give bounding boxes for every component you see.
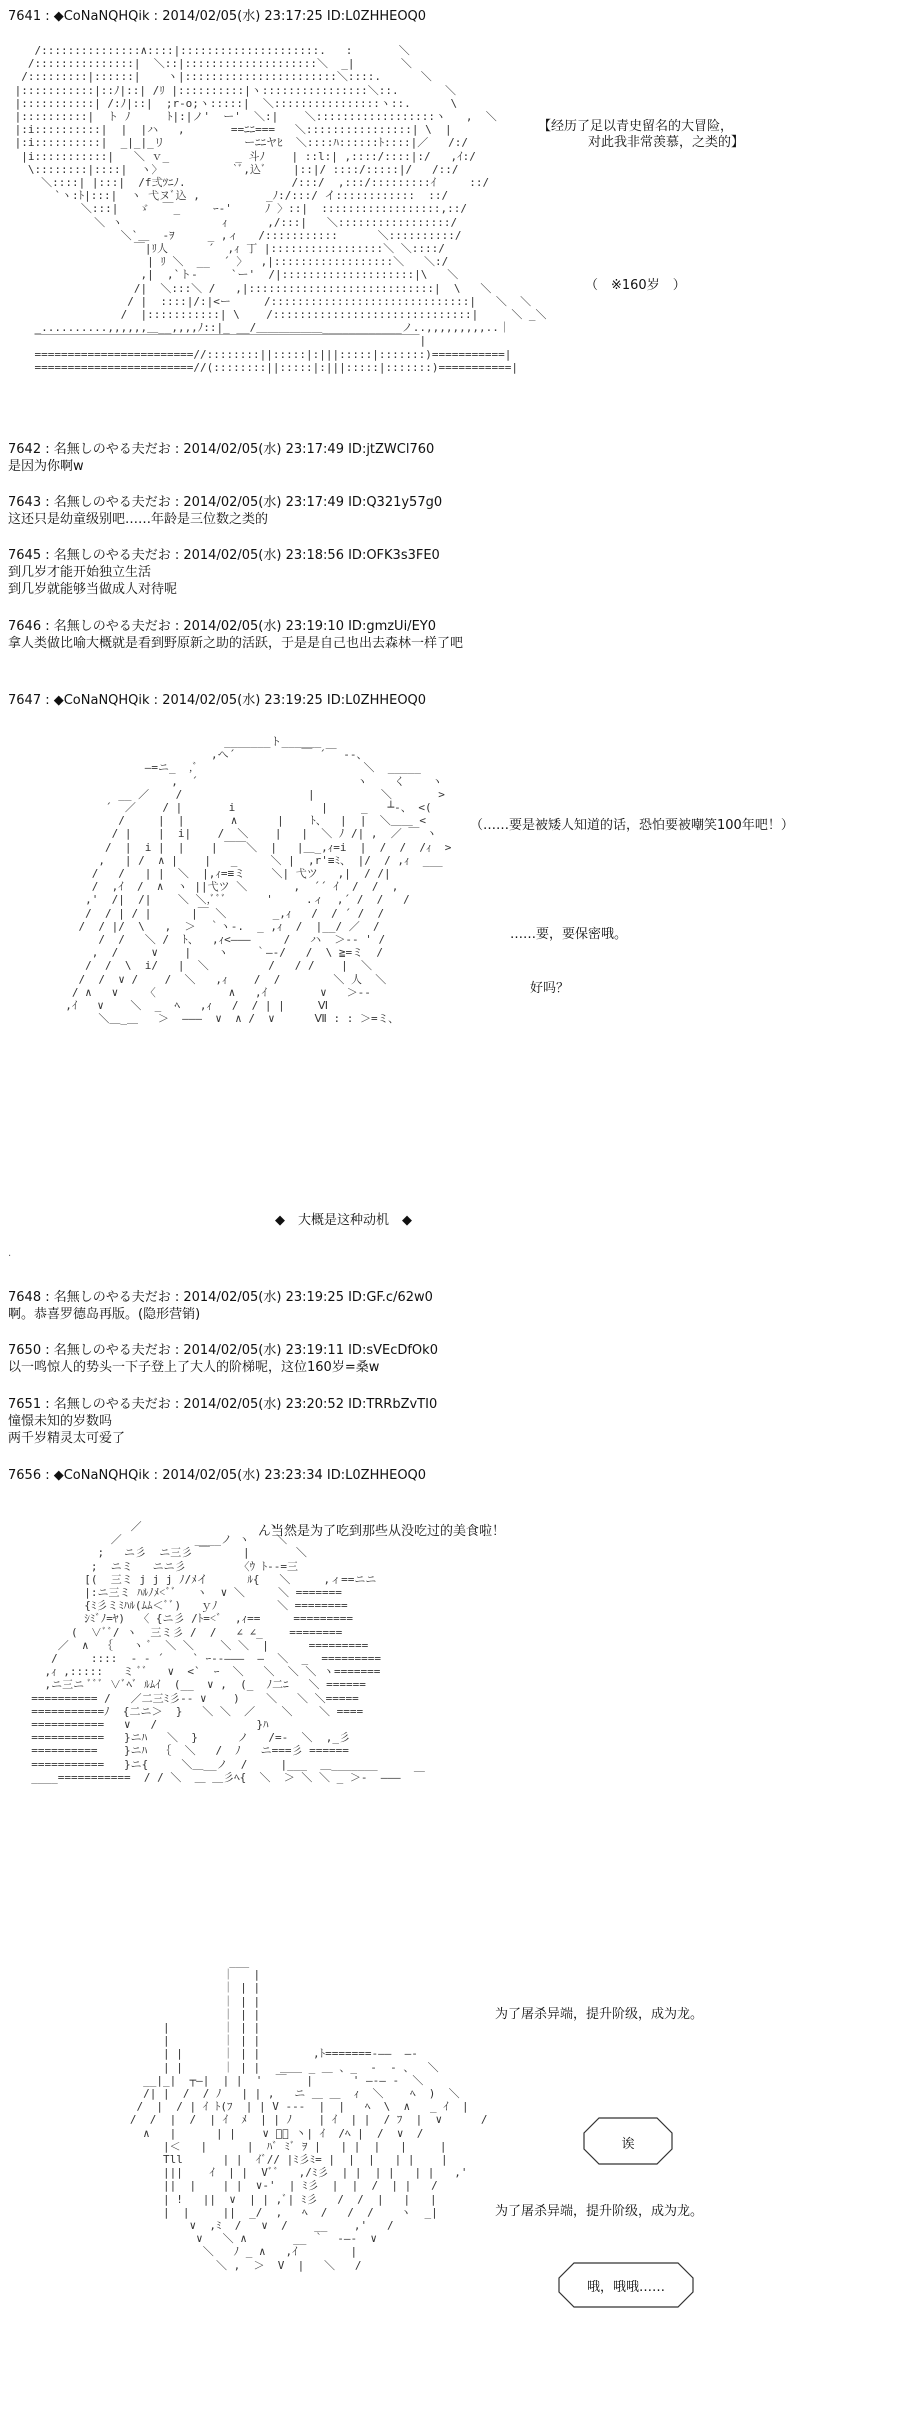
ascii-art-elf-eating: ／ ヽ ／ ____ノ ヽ ＼ ; ニ彡 ニ三彡 ￣ | ＼ ; ニミ ニニ彡 〈ｳ ﾄ‐‐=三 [( 三ミ j j j ﾉ/ﾒイ ﾙ{ ＼ ,ィ==ニニ |:ニ三ミ ﾊﾙﾉﾒ<ﾞﾞ ヽ ∨ ＼ ＼ ======= {ﾐ彡ミﾐﾊﾙ(ﾑﾑ＜ﾞﾞ) ｙﾉ ＼ ======== ｼﾐﾞﾉ=ﾔ) 〈 {ニ彡 /ﾄ=<ﾞ ,ｨ== ========= ( ∨ﾞﾞ/ ヽ 三ミ彡 / / ∠ ∠_ ======== ／ ∧ ｛ ヽ ﾞ ＼ ＼ ＼ ＼ | ========= / :::: ‐ ‐ ´ ` ｰ‐‐――― ― ＼ _ ========= ,ｨ ,::::: ミ ﾞﾞ ∨ <` ｰ ＼ ＼ ＼ ＼ ヽ======= ,ニ三ニ ﾞﾞﾞ ∨ﾞﾍﾞ ﾙﾑｲ (__ ∨ , (_ ﾉ二ﾆ ＼ ====== ========== / ／二三ﾐ彡‐‐ ∨ ) ＼ ＼ ＼===== ===========ﾉ {二ニ＞ } ＼ ＼ ／ ＼ ＼ ==== =========== ∨ / }ﾊ =========== }ニﾊ ＼ } ノ /=‐ ＼ ,_彡 ========== }ニﾊ ｛ ＼ / ﾉ ニ===彡 ====== =========== }ニ{ ＼＿__ノ / |___ ＿_______ ____=========== / / ＼ ＿ ＿彡ﾍ{ ＼ ＞ ＼ ＼ _ ＞‐ ――― ￣ bbox=[31, 1520, 425, 1784]
age-note: （ ※160岁 ） bbox=[585, 278, 686, 293]
thought-line: （……要是被矮人知道的话，恐怕要被嘲笑100年吧！） bbox=[470, 818, 794, 833]
post-header: 7643 : 名無しのやる夫だお : 2014/02/05(水) 23:17:49 ID:Q321y57g0 bbox=[8, 495, 443, 510]
post-reply: 到几岁才能开始独立生活 bbox=[8, 565, 152, 580]
ascii-art-armored-figure: ___ ｜ | ｜ | | ｜ | | ｜ | | | ｜ | | | ｜ | | | | ｜ | | ,ﾄ=======‐―― ―‐ | | ｜ | | ＿＿ _ ＿ 、_ ‐ ‐ 、 ＼ __|_| ┬―| | | ' ￣ | ' ―‐― ‐ ＼ /| | / / ﾉ | | , ニ ＿ ＿ ｨ ＼ ﾍ ) ＼ / | / | ｲ ﾄ(ﾌ | | V ‐‐‐ | | ﾍ \ ∧ _ ｲ | / / | / | ｲ ﾒ | | ﾉ | ｲ | | / ﾌ | ∨ / ∧ | | | ∨ ﾞﾞ 丶| ｲ /ﾍ | / ∨ / |＜ | | ﾊﾞ ﾐﾞ ｦ | | | | | | Tll | | ｲﾞ// |ﾐ彡ﾐ= | | | | | | ||| ｲ | | Vﾞﾞ ,/ﾐ彡 | | | | | | ,' || | | | ∨‐' | ﾐ彡 | | / | | / | ! || ∨ | | ,ﾞ| ﾐ彡 / / | | | | | || _/ , ﾍ / / / ヽ _| ∨ ,ﾐ / ∨ / __ ,' / ∨ ＼ ∧ __ ｀ ‐―‐ ∨ ＼ ﾉ _ ∧ ,ｲ | ＼ , ＞ V | ＼ / bbox=[129, 1955, 488, 2272]
post-reply: 是因为你啊w bbox=[8, 459, 84, 474]
post-header: 7650 : 名無しのやる夫だお : 2014/02/05(水) 23:19:11 ID:sVEcDfOk0 bbox=[8, 1343, 438, 1358]
narration-caption: 对此我非常羡慕，之类的】 bbox=[588, 135, 745, 150]
dialogue-line: ……要，要保密哦。 bbox=[510, 927, 628, 942]
post-reply: 两千岁精灵太可爱了 bbox=[8, 1431, 126, 1446]
post-reply: 拿人类做比喻大概就是看到野原新之助的活跃，于是是自己也出去森林一样了吧 bbox=[8, 636, 464, 651]
bubble-text: 诶 bbox=[621, 2137, 635, 2152]
post-header: 7656 : ◆CoNaNQHQik : 2014/02/05(水) 23:23:34 ID:L0ZHHEOQ0 bbox=[8, 1468, 427, 1483]
post-header: 7647 : ◆CoNaNQHQik : 2014/02/05(水) 23:19:25 ID:L0ZHHEOQ0 bbox=[8, 693, 427, 708]
scene-caption: ◆ 大概是这种动机 ◆ bbox=[275, 1213, 412, 1228]
bubble-text: 哦，哦哦…… bbox=[586, 2280, 665, 2295]
post-header: 7642 : 名無しのやる夫だお : 2014/02/05(水) 23:17:49 ID:jtZWCl760 bbox=[8, 442, 435, 457]
post-reply: 憧憬未知的岁数吗 bbox=[8, 1414, 113, 1429]
narration-caption: 【经历了足以青史留名的大冒险， bbox=[538, 119, 734, 134]
post-reply: 以一鸣惊人的势头一下子登上了大人的阶梯呢，这位160岁=桑w bbox=[8, 1360, 380, 1375]
dialogue-line: ん当然是为了吃到那些从没吃过的美食啦！ bbox=[258, 1524, 506, 1539]
dialogue-line: 为了屠杀异端，提升阶级，成为龙。 bbox=[495, 2007, 704, 2022]
dialogue-line: 好吗？ bbox=[530, 981, 570, 996]
ascii-art-elf-blushing: _______ト______ ,へ´ ￣ ´￣ ‐-、 ―=ニ_ ,ﾞ ＼ _____ , ´ ヽ く ヽ __ ／ / | ＼ > ´ ／ / | i | _ ┴-、 <( / | | ∧ | ﾄ、 | | ＼＿＿ < / | | i| / ＼ | | ＼ ﾉ /| , ／ ￣ ヽ / | i | | | ￣￣＼ | |＿_,ｨ=i | / / /ｨ > , | / ∧ | | _ ＼ | ,r'≡ﾐ、 |/ / ,ｨ ___ / / | | ＼ |,ｨ=≡ミ ＼| 弋ツ ,| / /| / ,ｲ / ∧ ヽ ||弋ツ ＼ , ´´ ｲ / / , ,' /| /| ＼ ＼,ﾞﾞﾞ ' .ィ ,´ / / / / / | / | |￣ ＼ _,ｨ / / ´ / / / / |/ \ , ＞ ｀ヽ-. _ ,ｨ / |__/ ／ / / / ＼ / ﾄ、 ,ｨ<――― / ハ ＞‐‐ ' / , / ∨ | ヽ ｀―‐/ / \ ≧=ミ / / / \ i/ | ＼ / / / | ＼ / / ∨ / / ＼ ,ｨ / / ＼ 人 ＼ / ∧ ∨ 〈 ∧ ,ｲ ∨ ＞‐‐ ,ｲ ∨ ＼ _ ﾍ ,ｨ / / | | Ⅵ ＼＿_＿ ＞ ――― ∨ ∧ / ∨ Ⅶ : : ＞=ミ、 bbox=[65, 735, 452, 1026]
post-header: 7651 : 名無しのやる夫だお : 2014/02/05(水) 23:20:52 ID:TRRbZvTI0 bbox=[8, 1397, 438, 1412]
stray-mark: . bbox=[8, 1248, 12, 1259]
post-reply: 到几岁就能够当做成人对待呢 bbox=[8, 582, 178, 597]
post-reply: 啊。恭喜罗德岛再版。(隐形营销) bbox=[8, 1307, 201, 1322]
ascii-art-elf-portrait: /:::::::::::::::∧::::|:::::::::::::::::::::. : ＼ /:::::::::::::::| ＼::|::::::::::::::::::::＼ _| ＼ /:::::::::|::::::| ヽ|:::::::::::::::::::::::＼::::. ＼ |:::::::::::|::ﾉ|::| /ﾘ |::::::::::|ヽ::::::::::::::::＼::. ＼ |:::::::::::| /:ﾉ|::| ;r-o;ヽ:::::| ＼::::::::::::::::ヽ::. \ |::::::::::| ト ﾉ ﾄ|:|ノ' ー' ＼:| ＼::::::::::::::::::ヽ , ＼ |:i::::::::::| | |ハ , ==ﾆﾆ=== ＼::::::::::::::::| \ | |:i::::::::::| _|_|_リ ーﾆﾆヤﾋ ＼::::ﾊ::::::ﾄ::::|／ /:/ |i:::::::::::| ＼ ｖ_ _ 斗ﾉ | ::l:| ,::::/::::|:/ ,ｲ:/ \::::::::|::::| ヽ〉 `ﾞ,込ﾞ |::|/ ::::/:::::|/ /::/ ＼::::| |:::| /f弍ﾂﾆﾉ. /:::/ ,:::/:::::::::ｲ ::/ `ヽ:ﾄ|:::| ヽ 弋ヌﾞ込 , _ﾉ:/:::/ イ:::::::::::: ::/ ＼:::| ゞ ￣_ ｰ-' ﾉ 〉::| ::::::::::::::::::,::/ ＼ ヽ ｨ ,/:::| ＼:::::::::::::::::/ ＼`＿ -ｦ _ ,ィ /::::::::::: ＼::::::::::/ ￣|ﾘ人 ´ ,ｨ 丁 |:::::::::::::::::＼ ＼::::/ | ﾘ ＼ __ ´ 〉 ,|::::::::::::::::::＼ ＼:/ ,| ,`ト- `ー' /|::::::::::::::::::::|\ ＼ /| ＼:::＼ / ,|::::::::::::::::::::::::::::| \ ＼ / | ::::|/:|<ー /::::::::::::::::::::::::::::::| ＼ ＼ / |:::::::::::| \ /::::::::::::::::::::::::::::::| ＼ _＼ _..........,,,,,,＿__,,,,ﾉ::|_ __/＿＿＿＿＿＿____________ノ..,,,,,,,,,..｜ ￣￣￣￣￣￣￣￣￣￣￣￣￣￣￣￣￣￣￣￣￣￣￣￣￣￣￣￣￣￣￣￣￣￣￣| ========================//::::::::||:::::|:|||:::::|:::::::)===========| ========================//(::::::::||:::::|:|||:::::|:::::::)===========| bbox=[14, 44, 547, 374]
dialogue-line: 为了屠杀异端，提升阶级，成为龙。 bbox=[495, 2204, 704, 2219]
post-header: 7645 : 名無しのやる夫だお : 2014/02/05(水) 23:18:56 ID:OFK3s3FE0 bbox=[8, 548, 440, 563]
post-header: 7648 : 名無しのやる夫だお : 2014/02/05(水) 23:19:25 ID:GF.c/62w0 bbox=[8, 1290, 433, 1305]
post-reply: 这还只是幼童级别吧……年龄是三位数之类的 bbox=[8, 512, 269, 527]
post-header: 7646 : 名無しのやる夫だお : 2014/02/05(水) 23:19:10 ID:gmzUi/EY0 bbox=[8, 619, 436, 634]
post-header: 7641 : ◆CoNaNQHQik : 2014/02/05(水) 23:17:25 ID:L0ZHHEOQ0 bbox=[8, 9, 427, 24]
